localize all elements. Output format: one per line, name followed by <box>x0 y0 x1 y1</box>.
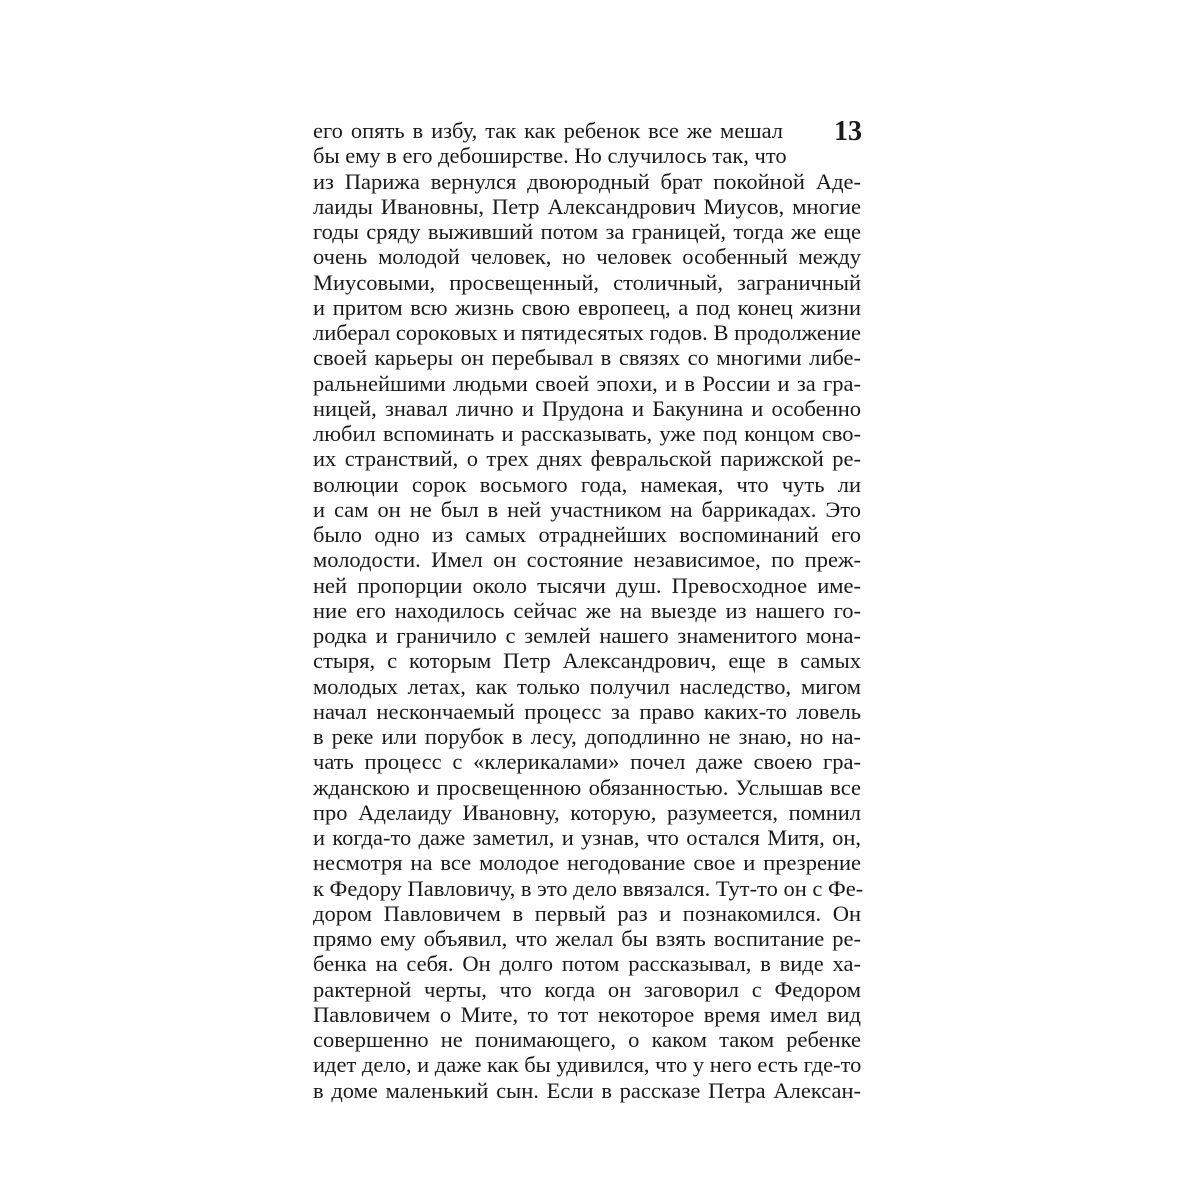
text-line: дором Павловичем в первый раз и познакомился. Он <box>313 900 861 926</box>
text-line: бы ему в его дебоширстве. Но случилось так, что <box>313 143 787 169</box>
text-line: было одно из самых отраднейших воспоминаний его <box>313 522 861 547</box>
text-line: родка и граничило с землей нашего знаменитого мона- <box>313 623 861 648</box>
page-number: 13 <box>834 116 862 147</box>
text-line: ние его находилось сейчас же на выезде из нашего го- <box>313 597 861 623</box>
text-line: ральнейшими людьми своей эпохи, и в России и за гра- <box>313 370 861 396</box>
text-line: стыря, с которым Петр Александрович, еще в самых <box>313 648 861 674</box>
text-line: из Парижа вернулся двоюродный брат покойной Аде- <box>313 168 861 194</box>
text-line: лаиды Ивановны, Петр Александрович Миусов, многие <box>313 193 861 219</box>
text-line: годы сряду выживший потом за границей, тогда же еще <box>313 219 861 244</box>
text-line: жданскою и просвещенною обязанностью. Услышав все <box>313 774 861 800</box>
text-line: к Федору Павловичу, в это дело ввязался. Тут-то он с Фе- <box>313 875 864 901</box>
text-line: и притом всю жизнь свою европеец, а под конец жизни <box>313 294 861 320</box>
text-line: и сам он не был в ней участником на баррикадах. Это <box>313 496 861 522</box>
text-line: очень молодой человек, но человек особенный между <box>313 244 861 270</box>
text-line: несмотря на все молодое негодование свое и презрение <box>313 850 861 876</box>
text-line: рактерной черты, что когда он заговорил с Федором <box>313 976 861 1002</box>
text-line: молодых летах, как только получил наследство, мигом <box>313 673 861 699</box>
text-line: в доме маленький сын. Если в рассказе Петра Алексан- <box>313 1077 861 1103</box>
text-line: ницей, знавал лично и Прудона и Бакунина и особенно <box>313 395 861 421</box>
text-line: чать процесс с «клерикалами» почел даже своею гра- <box>313 749 861 775</box>
text-line: и когда-то даже заметил, и узнав, что остался Митя, он, <box>313 825 861 850</box>
text-line: совершенно не понимающего, о каком таком ребенке <box>313 1027 861 1052</box>
text-line: бенка на себя. Он долго потом рассказывал, в виде ха- <box>313 951 861 977</box>
text-line: своей карьеры он перебывал в связях со многими либе- <box>313 345 861 371</box>
text-line: прямо ему объявил, что желал бы взять воспитание ре- <box>313 926 861 951</box>
text-line: молодости. Имел он состояние независимое, по преж- <box>313 547 861 573</box>
text-line: любил вспоминать и рассказывать, уже под концом сво- <box>313 421 861 446</box>
text-line: начал нескончаемый процесс за право каких-то ловель <box>313 698 861 724</box>
text-line: либерал сороковых и пятидесятых годов. В продолжение <box>313 320 861 345</box>
text-line: ней пропорции около тысячи душ. Превосходное име- <box>313 572 861 598</box>
text-line: их странствий, о трех днях февральской парижской ре- <box>313 446 861 472</box>
text-line: Павловичем о Мите, то тот некоторое время имел вид <box>313 1001 861 1027</box>
text-line: волюции сорок восьмого года, намекая, что чуть ли <box>313 471 861 497</box>
body-text <box>313 118 864 1103</box>
text-line: Миусовыми, просвещенный, столичный, заграничный <box>313 269 861 295</box>
text-line: про Аделаиду Ивановну, которую, разумеется, помнил <box>313 799 861 825</box>
text-line: идет дело, и даже как бы удивился, что у него есть где-то <box>313 1052 862 1078</box>
text-line: его опять в избу, так как ребенок все же мешал <box>313 118 783 143</box>
text-line: в реке или порубок в лесу, доподлинно не знаю, но на- <box>313 724 861 749</box>
